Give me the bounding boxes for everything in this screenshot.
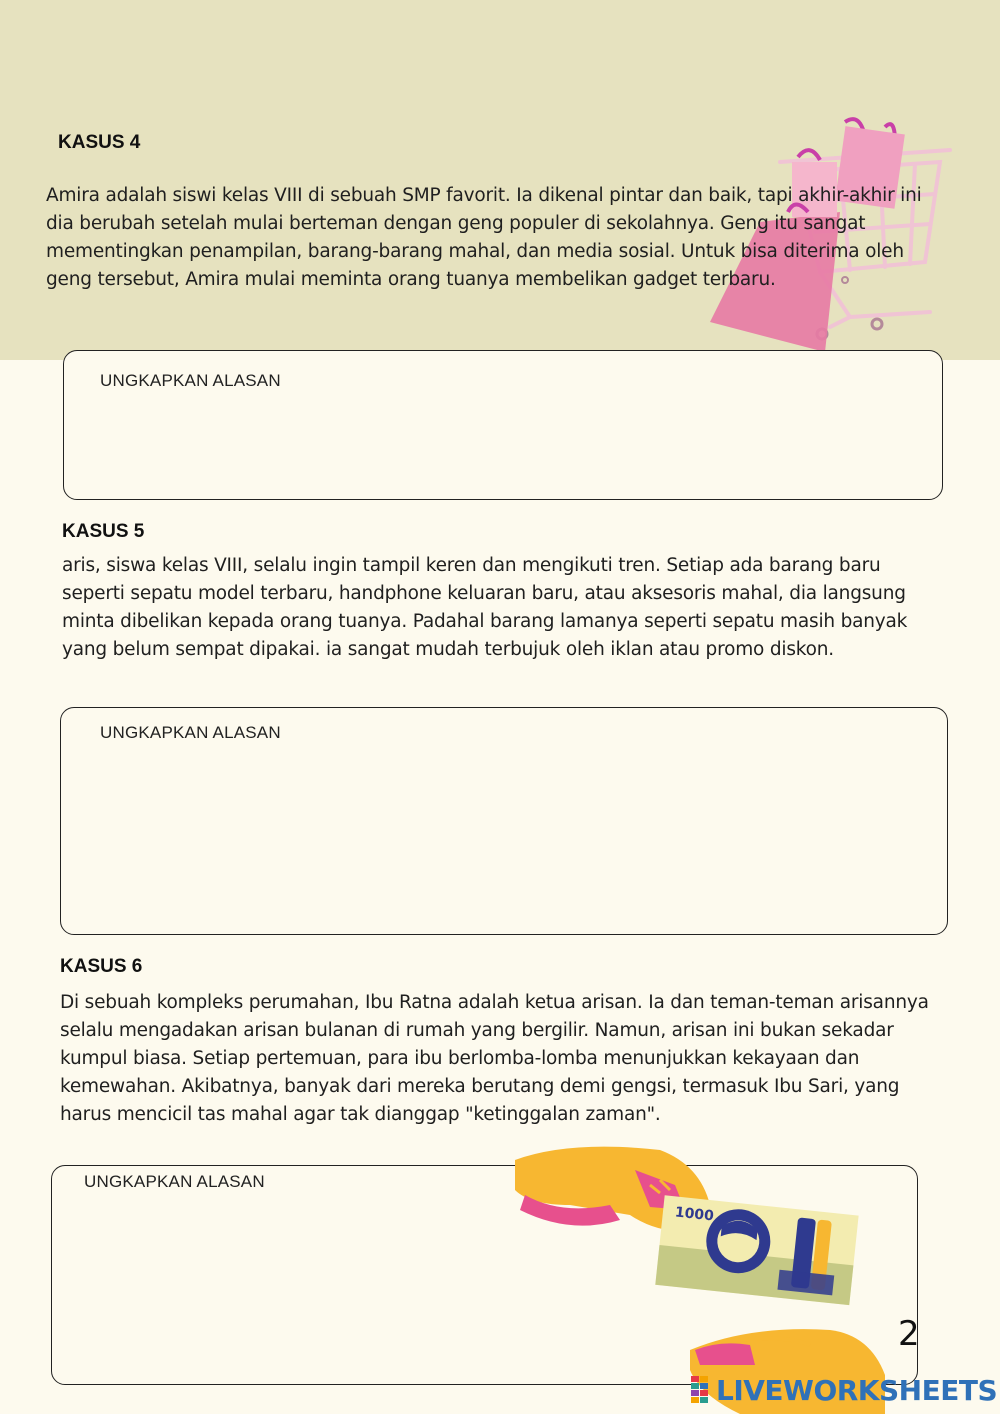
kasus-4-text: Amira adalah siswi kelas VIII di sebuah SMP favorit. Ia dikenal pintar dan baik, tapi akhir-akhir ini dia berubah setelah mulai berteman dengan geng populer di sekolahnya. Geng itu sangat mementingkan penampilan, barang-barang mahal, dan media sosial. Untuk bisa diterima oleh geng tersebut, Amira mulai meminta orang tuanya membelikan gadget terbaru. xyxy=(46,185,922,290)
kasus-5-answer-label: UNGKAPKAN ALASAN xyxy=(100,723,281,742)
kasus-5-title: KASUS 5 xyxy=(62,521,145,542)
kasus-6-title: KASUS 6 xyxy=(60,956,143,977)
kasus-4-answer-input[interactable] xyxy=(64,351,942,499)
banknote-value: 1000 xyxy=(674,1204,715,1225)
kasus-5-answer-input[interactable] xyxy=(61,708,947,934)
kasus-4-answer-box[interactable] xyxy=(63,350,943,500)
page-number: 2 xyxy=(898,1314,920,1354)
kasus-4-title: KASUS 4 xyxy=(58,132,141,153)
kasus-4-answer-label: UNGKAPKAN ALASAN xyxy=(100,371,281,390)
brand-name: LIVEWORKSHEETS xyxy=(716,1373,998,1407)
kasus-5-text: aris, siswa kelas VIII, selalu ingin tampil keren dan mengikuti tren. Setiap ada barang baru seperti sepatu model terbaru, handphone keluaran baru, atau aksesoris mahal, dia langsung minta dibelikan kepada orang tuanya. Padahal barang lamanya seperti sepatu masih banyak yang belum sempat dipakai. ia sangat mudah terbujuk oleh iklan atau promo diskon. xyxy=(62,555,908,660)
kasus-6-answer-label: UNGKAPKAN ALASAN xyxy=(84,1172,265,1191)
liveworksheets-logo xyxy=(690,1372,997,1408)
liveworksheets-logo-icon xyxy=(690,1375,710,1405)
kasus-5-answer-box[interactable] xyxy=(60,707,948,935)
kasus-6-text: Di sebuah kompleks perumahan, Ibu Ratna adalah ketua arisan. Ia dan teman-teman arisannya selalu mengadakan arisan bulanan di rumah yang bergilir. Namun, arisan ini bukan sekadar kumpul biasa. Setiap pertemuan, para ibu berlomba-lomba menunjukkan kekayaan dan kemewahan. Akibatnya, banyak dari mereka berutang demi gengsi, termasuk Ibu Sari, yang harus mencicil tas mahal agar tak dianggap "ketinggalan zaman". xyxy=(60,992,929,1125)
